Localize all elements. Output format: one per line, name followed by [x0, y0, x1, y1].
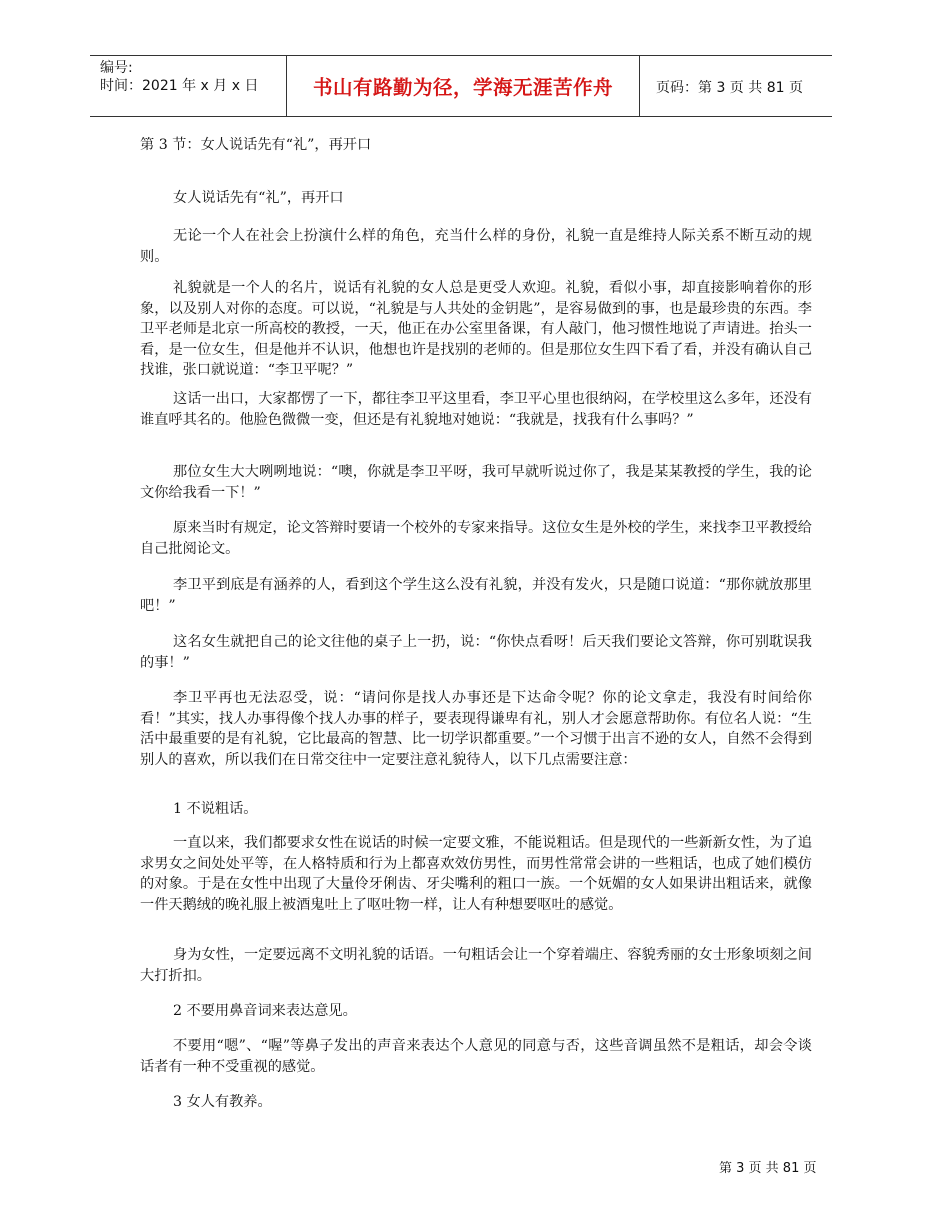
code-label: 编号: — [100, 60, 133, 76]
article-subtitle: 女人说话先有“礼”，再开口 — [173, 190, 344, 206]
paragraph: 无论一个人在社会上扮演什么样的角色，充当什么样的身份，礼貌一直是维持人际关系不断互动的规则。 — [140, 228, 812, 265]
header-page-info: 页码：第 3 页 共 81 页 — [656, 80, 803, 96]
paragraph: 原来当时有规定，论文答辩时要请一个校外的专家来指导。这位女生是外校的学生，来找李卫平教授给自己批阅论文。 — [140, 520, 812, 557]
paragraph: 这名女生就把自己的论文往他的桌子上一扔，说：“你快点看呀！后天我们要论文答辩，你可别耽误我的事！” — [140, 634, 812, 671]
paragraph: 2 不要用鼻音词来表达意见。 — [173, 1003, 357, 1019]
paragraph: 李卫平到底是有涵养的人，看到这个学生这么没有礼貌，并没有发火，只是随口说道：“那你就放那里吧！” — [140, 577, 812, 614]
paragraph: 身为女性，一定要远离不文明礼貌的话语。一句粗话会让一个穿着端庄、容貌秀丽的女士形象顷刻之间大打折扣。 — [140, 947, 812, 984]
motto-text: 书山有路勤为径，学海无涯苦作舟 — [312, 76, 613, 99]
paragraph: 3 女人有教养。 — [173, 1094, 272, 1110]
time-label: 时间：2021 年 x 月 x 日 — [100, 78, 259, 94]
header-motto-cell — [286, 56, 640, 116]
page-footer: 第 3 页 共 81 页 — [719, 1161, 817, 1176]
paragraph: 不要用“嗯”、“喔”等鼻子发出的声音来表达个人意见的同意与否，这些音调虽然不是粗话，却会令谈话者有一种不受重视的感觉。 — [140, 1038, 812, 1075]
paragraph: 这话一出口，大家都愣了一下，都往李卫平这里看，李卫平心里也很纳闷，在学校里这么多年，还没有谁直呼其名的。他脸色微微一变，但还是有礼貌地对她说：“我就是，找我有什么事吗？” — [140, 391, 812, 428]
paragraph: 一直以来，我们都要求女性在说话的时候一定要文雅，不能说粗话。但是现代的一些新新女性，为了追求男女之间处处平等，在人格特质和行为上都喜欢效仿男性，而男性常常会讲的一些粗话，也成了她们模仿的对象。于是在女性中出现了大量伶牙俐齿、牙尖嘴利的粗口一族。一个妩媚的女人如果讲出粗话来，就像一件天鹅绒的晚礼服上被酒鬼吐上了呕吐物一样，让人有种想要呕吐的感觉。 — [140, 835, 812, 913]
paragraph: 礼貌就是一个人的名片，说话有礼貌的女人总是更受人欢迎。礼貌，看似小事，却直接影响着你的形象，以及别人对你的态度。可以说，“礼貌是与人共处的金钥匙”，是容易做到的事，也是最珍贵的东西。李卫平老师是北京一所高校的教授，一天，他正在办公室里备课，有人敲门，他习惯性地说了声请进。抬头一看，是一位女生，但是他并不认识，他想也许是找别的老师的。但是那位女生四下看了看，并没有确认自己找谁，张口就说道：“李卫平呢？” — [140, 280, 812, 378]
page-header — [90, 55, 832, 117]
paragraph: 那位女生大大咧咧地说：“噢，你就是李卫平呀，我可早就听说过你了，我是某某教授的学生，我的论文你给我看一下！” — [140, 464, 812, 501]
paragraph: 李卫平再也无法忍受，说：“请问你是找人办事还是下达命令呢？你的论文拿走，我没有时间给你看！”其实，找人办事得像个找人办事的样子，要表现得谦卑有礼，别人才会愿意帮助你。有位名人说：“生活中最重要的是有礼貌，它比最高的智慧、比一切学识都重要。”一个习惯于出言不逊的女人，自然不会得到别人的喜欢，所以我们在日常交往中一定要注意礼貌待人，以下几点需要注意： — [140, 690, 812, 768]
section-title: 第 3 节：女人说话先有“礼”，再开口 — [140, 137, 372, 153]
header-meta — [100, 59, 258, 95]
paragraph: 1 不说粗话。 — [173, 801, 258, 817]
